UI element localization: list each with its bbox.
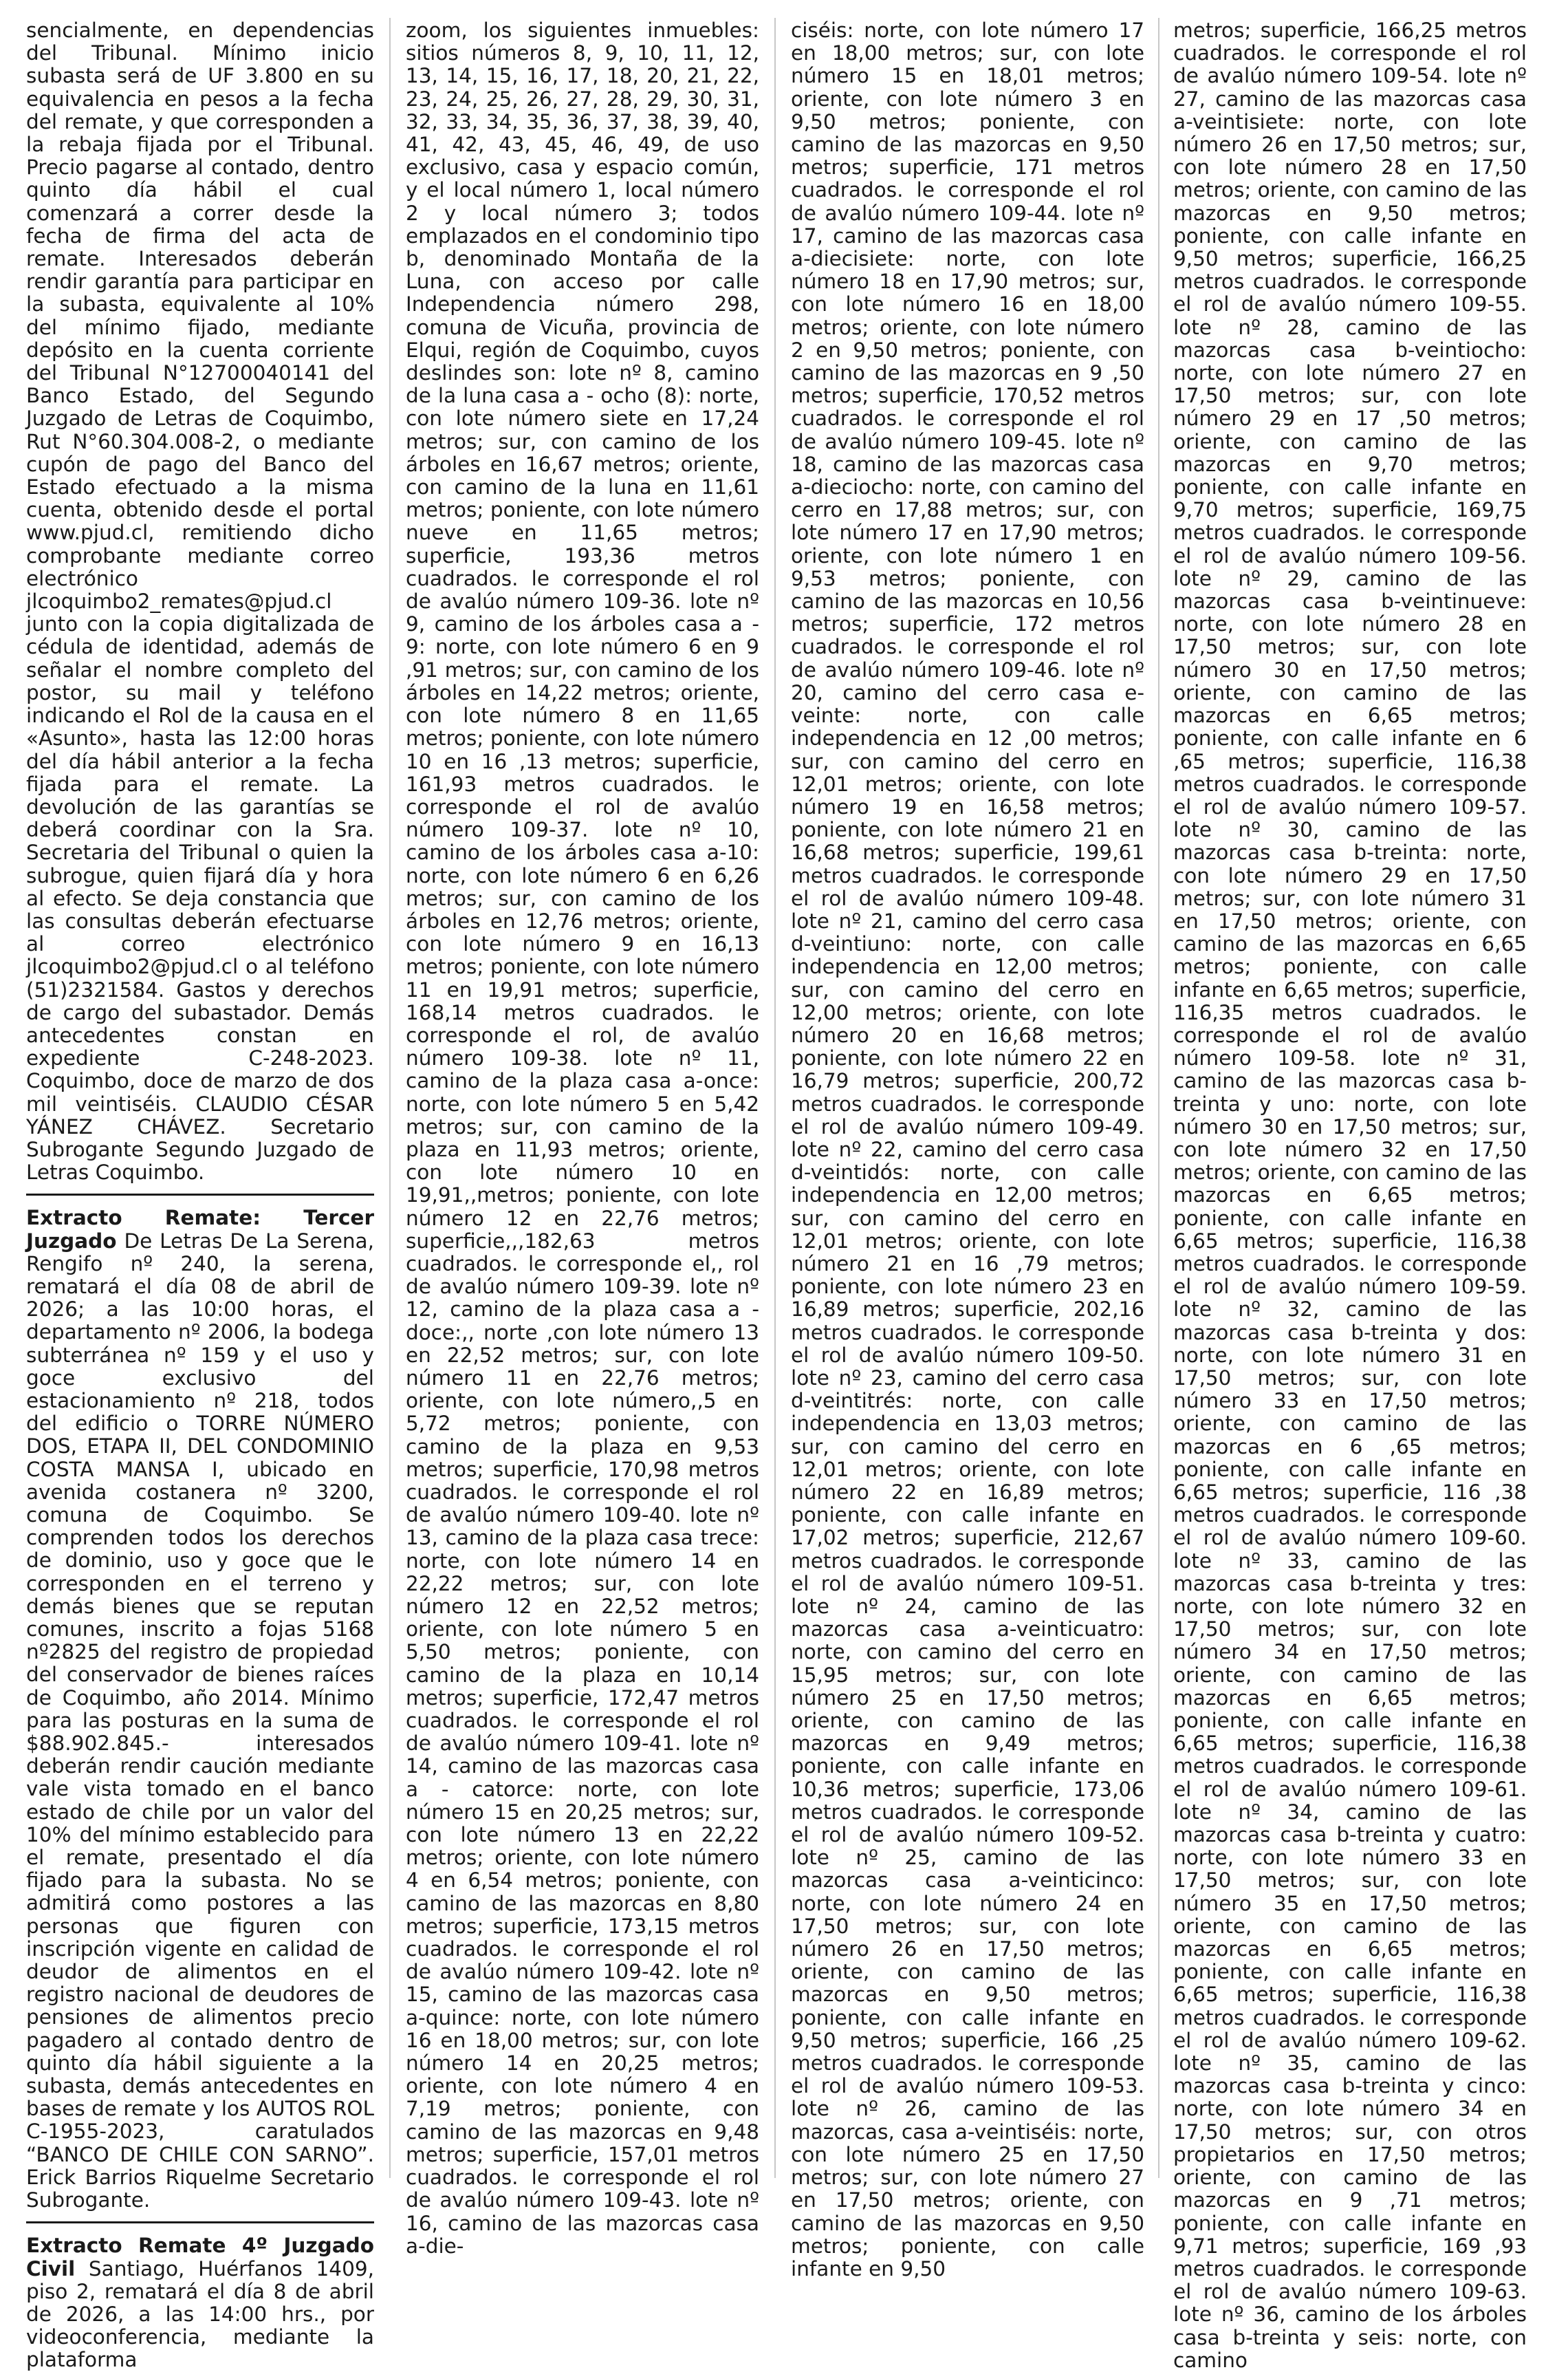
- notice-body-continued: ciséis: norte, con lote número 17 en 18,00 metros; sur, con lote número 15 en 18,01 metros; oriente, con lote número 3 en 9,50 metros; poniente, con camino de las mazorcas en 9,50 metros; superficie, 171 metros cuadrados. le corresponde el rol de avalúo número 109-44. lote nº 17, camino de las mazorcas casa a-diecisiete: norte, con lote número 18 en 17,90 metros; sur, con lote número 16 en 18,00 metros; oriente, con lote número 2 en 9,50 metros; poniente, con camino de las mazorcas en 9 ,50 metros; superficie, 170,52 metros cuadrados. le corresponde el rol de avalúo número 109-45. lote nº 18, camino de las mazorcas casa a-dieciocho: norte, con camino del cerro en 17,88 metros; sur, con lote número 17 en 17,90 metros; oriente, con lote número 1 en 9,53 metros; poniente, con camino de las mazorcas en 10,56 metros; superficie, 172 metros cuadrados. le corresponde el rol de avalúo número 109-46. lote nº 20, camino del cerro casa e-veinte: norte, con calle independencia en 12 ,00 metros; sur, con camino del cerro en 12,01 metros; oriente, con lote número 19 en 16,58 metros; poniente, con lote número 21 en 16,68 metros; superficie, 199,61 metros cuadrados. le corresponde el rol de avalúo número 109-48. lote nº 21, camino del cerro casa d-veintiuno: norte, con calle independencia en 12,00 metros; sur, con camino del cerro en 12,00 metros; oriente, con lote número 20 en 16,68 metros; poniente, con lote número 22 en 16,79 metros; superficie, 200,72 metros cuadrados. le corresponde el rol de avalúo número 109-49. lote nº 22, camino del cerro casa d-veintidós: norte, con calle independencia en 12,00 metros; sur, con camino del cerro en 12,01 metros; oriente, con lote número 21 en 16 ,79 metros; poniente, con lote número 23 en 16,89 metros; superficie, 202,16 metros cuadrados. le corresponde el rol de avalúo número 109-50. lote nº 23, camino del cerro casa d-veintitrés: norte, con calle independencia en 13,03 metros; sur, con camino del cerro en 12,01 metros; oriente, con lote número 22 en 16,89 metros; poniente, con calle infante en 17,02 metros; superficie, 212,67 metros cuadrados. le corresponde el rol de avalúo número 109-51. lote nº 24, camino de las mazorcas casa a-veinticuatro: norte, con camino del cerro en 15,95 metros; sur, con lote número 25 en 17,50 metros; oriente, con camino de las mazorcas en 9,49 metros; poniente, con calle infante en 10,36 metros; superficie, 173,06 metros cuadrados. le corresponde el rol de avalúo número 109-52. lote nº 25, camino de las mazorcas casa a-veinticinco: norte, con lote número 24 en 17,50 metros; sur, con lote número 26 en 17,50 metros; oriente, con camino de las mazorcas en 9,50 metros; poniente, con calle infante en 9,50 metros; superficie, 166 ,25 metros cuadrados. le corresponde el rol de avalúo número 109-53. lote nº 26, camino de las mazorcas, casa a-veintiséis: norte, con lote número 25 en 17,50 metros; sur, con lote número 27 en 17,50 metros; oriente, con camino de las mazorcas en 9,50 metros; poniente, con calle infante en 9,50: [791, 19, 1144, 2281]
- notice-separator: [26, 2221, 374, 2223]
- column-2: [406, 19, 759, 2258]
- notice-body: De Letras De La Serena, Rengifo nº 240, la serena, rematará el día 08 de abril de 2026; a las 10:00 horas, el departamento nº 2006, la bodega subterránea nº 159 y el uso y goce exclusivo del estacionamiento nº 218, todos del edificio o TORRE NÚMERO DOS, ETAPA II, DEL CONDOMINIO COSTA MANSA I, ubicado en avenida costanera nº 3200, comuna de Coquimbo. Se comprenden todos los derechos de dominio, uso y goce que le corresponden en el terreno y demás bienes que se reputan comunes, inscrito a fojas 5168 nº2825 del registro de propiedad del conservador de bienes raíces de Coquimbo, año 2014. Mínimo para las posturas en la suma de $88.902.845.- interesados deberán rendir caución mediante vale vista tomado en el banco estado de chile por un valor del 10% del mínimo establecido para el remate, presentado el día fijado para la subasta. No se admitirá como postores a las personas que figuren con inscripción vigente en calidad de deudor de alimentos en el registro nacional de deudores de pensiones de alimentos precio pagadero al contado dentro de quinto día hábil siguiente a la subasta, demás antecedentes en bases de remate y los AUTOS ROL C-1955-2023, caratulados “BANCO DE CHILE CON SARNO”. Erick Barrios Riquelme Secretario Subrogante.: [26, 1229, 374, 2212]
- notice-heading: Extracto Remate: Tercer Juzgado: [26, 1206, 374, 1253]
- notice-body-continued: metros; superficie, 166,25 metros cuadrados. le corresponde el rol de avalúo número 109-54. lote nº 27, camino de las mazorcas casa a-veintisiete: norte, con lote número 26 en 17,50 metros; sur, con lote número 28 en 17,50 metros; oriente, con camino de las mazorcas en 9,50 metros; poniente, con calle infante en 9,50 metros; superficie, 166,25 metros cuadrados. le corresponde el rol de avalúo número 109-55. lote nº 28, camino de las mazorcas casa b-veintiocho: norte, con lote número 27 en 17,50 metros; sur, con lote número 29 en 17 ,50 metros; oriente, con camino de las mazorcas en 9,70 metros; poniente, con calle infante en 9,70 metros; superficie, 169,75 metros cuadrados. le corresponde el rol de avalúo número 109-56. lote nº 29, camino de las mazorcas casa b-veintinueve: norte, con lote número 28 en 17,50 metros; sur, con lote número 30 en 17,50 metros; oriente, con camino de las mazorcas en 6,65 metros; poniente, con calle infante en 6 ,65 metros; superficie, 116,38 metros cuadrados. le corresponde el rol de avalúo número 109-57. lote nº 30, camino de las mazorcas casa b-treinta: norte, con lote número 29 en 17,50 metros; sur, con lote número 31 en 17,50 metros; oriente, con camino de las mazorcas en 6,65 metros; poniente, con calle infante en 6,65 metros; superficie, 116,35 metros cuadrados. le corresponde el rol de avalúo número 109-58. lote nº 31, camino de las mazorcas casa b-treinta y uno: norte, con lote número 30 en 17,50 metros; sur, con lote número 32 en 17,50 metros; oriente, con camino de las mazorcas en 6,65 metros; poniente, con calle infante en 6,65 metros; superficie, 116,38 metros cuadrados. le corresponde el rol de avalúo número 109-59. lote nº 32, camino de las mazorcas casa b-treinta y dos: norte, con lote número 31 en 17,50 metros; sur, con lote número 33 en 17,50 metros; oriente, con camino de las mazorcas en 6 ,65 metros; poniente, con calle infante en 6,65 metros; superficie, 116 ,38 metros cuadrados. le corresponde el rol de avalúo número 109-60. lote nº 33, camino de las mazorcas casa b-treinta y tres: norte, con lote número 32 en 17,50 metros; sur, con lote número 34 en 17,50 metros; oriente, con camino de las mazorcas en 6,65 metros; poniente, con calle infante en 6,65 metros; superficie, 116,38 metros cuadrados. le corresponde el rol de avalúo número 109-61. lote nº 34, camino de las mazorcas casa b-treinta y cuatro: norte, con lote número 33 en 17,50 metros; sur, con lote número 35 en 17,50 metros; oriente, con camino de las mazorcas en 6,65 metros; poniente, con calle infante en 6,65 metros; superficie, 116,38 metros cuadrados. le corresponde el rol de avalúo número 109-62. lote nº 35, camino de las mazorcas casa b-treinta y cinco: norte, con lote número 34 en 17,50 metros; sur, con otros propietarios en 17,50 metros; oriente, con camino de las mazorcas en 9 ,71 metros; poniente, con calle infante en 9,71 metros; superficie, 169 ,93 metros cuadrados. le corresponde el rol de avalúo número 109-63. lote nº 36, camino de los árboles casa b-treinta y seis: norte, con camino: [1173, 19, 1527, 2372]
- column-1: [26, 19, 374, 2372]
- notice-tercer-juzgado: [26, 1207, 374, 2212]
- notice-cuarto-juzgado: [26, 2234, 374, 2371]
- column-rule: [774, 18, 776, 2178]
- column-rule: [1158, 18, 1159, 2178]
- notice-separator: [26, 1194, 374, 1196]
- notice-heading: Extracto Remate 4º Juzgado Civil: [26, 2234, 374, 2281]
- notice-body: Santiago, Huérfanos 1409, piso 2, rematará el día 8 de abril de 2026, a las 14:00 hrs., por videoconferencia, mediante la plataforma: [26, 2256, 374, 2372]
- column-4: [1173, 19, 1527, 2372]
- notice-continuation-text: sencialmente, en dependencias del Tribunal. Mínimo inicio subasta será de UF 3.800 en su equivalencia en pesos a la fecha del remate, y que corresponden a la rebaja fijada por el Tribunal. Precio pagarse al contado, dentro quinto día hábil el cual comenzará a correr desde la fecha de firma del acta de remate. Interesados deberán rendir garantía para participar en la subasta, equivalente al 10% del mínimo fijado, mediante depósito en la cuenta corriente del Tribunal N°12700040141 del Banco Estado, del Segundo Juzgado de Letras de Coquimbo, Rut N°60.304.008-2, o mediante cupón de pago del Banco del Estado efectuado a la misma cuenta, obtenido desde el portal www.pjud.cl, remitiendo dicho comprobante mediante correo electrónico jlcoquimbo2_remates@pjud.cl junto con la copia digitalizada de cédula de identidad, además de señalar el nombre completo del postor, su mail y teléfono indicando el Rol de la causa en el «Asunto», hasta las 12:00 horas del día hábil anterior a la fecha fijada para el remate. La devolución de las garantías se deberá coordinar con la Sra. Secretaria del Tribunal o quien la subrogue, quien fijará día y hora al efecto. Se deja constancia que las consultas deberán efectuarse al correo electrónico jlcoquimbo2@pjud.cl o al teléfono (51)2321584. Gastos y derechos de cargo del subastador. Demás antecedentes constan en expediente C-248-2023. Coquimbo, doce de marzo de dos mil veintiséis. CLAUDIO CÉSAR YÁNEZ CHÁVEZ. Secretario Subrogante Segundo Juzgado de Letras Coquimbo.: [26, 19, 374, 1185]
- column-3: [791, 19, 1144, 2281]
- notice-body-continued: zoom, los siguientes inmuebles: sitios números 8, 9, 10, 11, 12, 13, 14, 15, 16, 17, 18, 20, 21, 22, 23, 24, 25, 26, 27, 28, 29, 30, 31, 32, 33, 34, 35, 36, 37, 38, 39, 40, 41, 42, 43, 45, 46, 49, de uso exclusivo, casa y espacio común, y el local número 1, local número 2 y local número 3; todos emplazados en el condominio tipo b, denominado Montaña de la Luna, con acceso por calle Independencia número 298, comuna de Vicuña, provincia de Elqui, región de Coquimbo, cuyos deslindes son: lote nº 8, camino de la luna casa a - ocho (8): norte, con lote número siete en 17,24 metros; sur, con camino de los árboles en 16,67 metros; oriente, con camino de la luna en 11,61 metros; poniente, con lote número nueve en 11,65 metros; superficie, 193,36 metros cuadrados. le corresponde el rol de avalúo número 109-36. lote nº 9, camino de los árboles casa a - 9: norte, con lote número 6 en 9 ,91 metros; sur, con camino de los árboles en 14,22 metros; oriente, con lote número 8 en 11,65 metros; poniente, con lote número 10 en 16 ,13 metros; superficie, 161,93 metros cuadrados. le corresponde el rol de avalúo número 109-37. lote nº 10, camino de los árboles casa a-10: norte, con lote número 6 en 6,26 metros; sur, con camino de los árboles en 12,76 metros; oriente, con lote número 9 en 16,13 metros; poniente, con lote número 11 en 19,91 metros; superficie, 168,14 metros cuadrados. le corresponde el rol, de avalúo número 109-38. lote nº 11, camino de la plaza casa a-once: norte, con lote número 5 en 5,42 metros; sur, con camino de la plaza en 11,93 metros; oriente, con lote número 10 en 19,91,,metros; poniente, con lote número 12 en 22,76 metros; superficie,,,182,63 metros cuadrados. le corresponde el,, rol de avalúo número 109-39. lote nº 12, camino de la plaza casa a - doce:,, norte ,con lote número 13 en 22,52 metros; sur, con lote número 11 en 22,76 metros; oriente, con lote número,,5 en 5,72 metros; poniente, con camino de la plaza en 9,53 metros; superficie, 170,98 metros cuadrados. le corresponde el rol de avalúo número 109-40. lote nº 13, camino de la plaza casa trece: norte, con lote número 14 en 22,22 metros; sur, con lote número 12 en 22,52 metros; oriente, con lote número 5 en 5,50 metros; poniente, con camino de la plaza en 10,14 metros; superficie, 172,47 metros cuadrados. le corresponde el rol de avalúo número 109-41. lote nº 14, camino de las mazorcas casa a - catorce: norte, con lote número 15 en 20,25 metros; sur, con lote número 13 en 22,22 metros; oriente, con lote número 4 en 6,54 metros; poniente, con camino de las mazorcas en 8,80 metros; superficie, 173,15 metros cuadrados. le corresponde el rol de avalúo número 109-42. lote nº 15, camino de las mazorcas casa a-quince: norte, con lote número 16 en 18,00 metros; sur, con lote número 14 en 20,25 metros; oriente, con lote número 4 en 7,19 metros; poniente, con camino de las mazorcas en 9,48 metros; superficie, 157,01 metros cuadrados. le corresponde el rol de avalúo número 109-43. lote nº 16, camino de las mazorcas casa a-die-: [406, 19, 759, 2258]
- column-rule: [389, 18, 391, 2178]
